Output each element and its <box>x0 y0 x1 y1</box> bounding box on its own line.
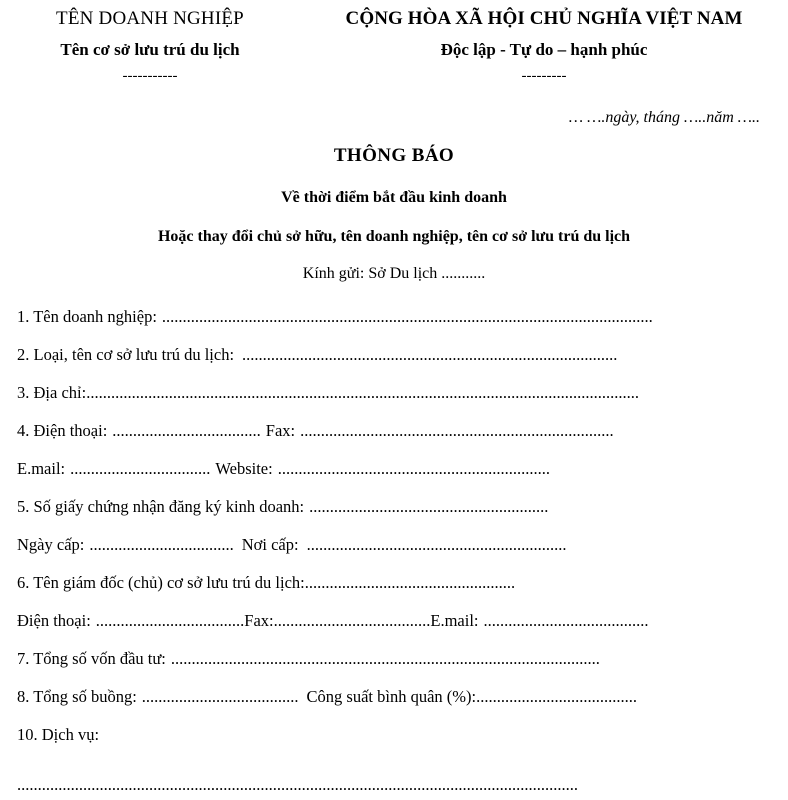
form-field-row <box>17 381 771 419</box>
field-input-dots-secondary[interactable]: ............................................................................ <box>300 421 614 440</box>
field-input-dots[interactable]: .................................... <box>112 421 261 440</box>
field-label-secondary: Website: <box>215 459 273 478</box>
field-label: 4. Điện thoại: <box>17 421 108 440</box>
form-field-row <box>17 647 771 685</box>
header-right-block <box>300 6 788 85</box>
field-label-secondary: Fax: <box>244 611 274 630</box>
field-input-dots[interactable]: ........................................................................................... <box>242 345 618 364</box>
field-label: 1. Tên doanh nghiệp: <box>17 307 157 326</box>
field-label: 7. Tổng số vốn đầu tư: <box>17 649 166 668</box>
field-label: 3. Địa chỉ: <box>17 383 87 402</box>
field-label: Điện thoại: <box>17 611 91 630</box>
field-input-dots-trailing[interactable]: ........................................................................................................................................ <box>17 775 578 794</box>
accommodation-establishment-name: Tên cơ sở lưu trú du lịch <box>60 40 240 59</box>
recipient-line: Kính gửi: Sở Du lịch ........... <box>302 265 486 282</box>
page-title: THÔNG BÁO <box>333 145 455 166</box>
document-header <box>0 6 788 85</box>
form-field-list <box>17 305 771 761</box>
header-left-divider: ----------- <box>122 68 178 84</box>
field-input-dots-secondary[interactable]: .................................................................. <box>277 459 550 478</box>
field-label-secondary: Fax: <box>265 421 296 440</box>
field-input-dots-secondary[interactable]: ....................................... <box>476 687 637 706</box>
organization-name: TÊN DOANH NGHIỆP <box>56 8 244 29</box>
field-input-dots[interactable]: .................................. <box>70 459 211 478</box>
field-input-dots[interactable]: ................................................... <box>304 573 516 592</box>
field-input-dots-secondary[interactable]: ............................................................... <box>306 535 567 554</box>
field-input-dots[interactable]: ...................................... <box>141 687 299 706</box>
form-field-row <box>17 571 771 609</box>
field-label-secondary: Công suất bình quân (%): <box>306 687 477 706</box>
field-input-dots[interactable]: .................................... <box>95 611 245 630</box>
field-label: Ngày cấp: <box>17 535 85 554</box>
field-input-dots[interactable]: ....................................................................................................................... <box>161 307 653 326</box>
form-field-row <box>17 609 771 647</box>
form-field-row <box>17 723 771 761</box>
field-input-dots[interactable]: .......................................................... <box>309 497 549 516</box>
field-input-dots[interactable]: ...................................................................................................................................... <box>86 383 639 402</box>
form-field-row <box>17 533 771 571</box>
field-label: 10. Dịch vụ: <box>17 725 100 744</box>
form-field-row <box>17 305 771 343</box>
national-motto: Độc lập - Tự do – hạnh phúc <box>440 40 648 59</box>
date-line: … ….ngày, tháng …..năm ….. <box>568 109 760 126</box>
form-field-row <box>17 419 771 457</box>
form-field-row <box>17 685 771 723</box>
national-title: CỘNG HÒA XÃ HỘI CHỦ NGHĨA VIỆT NAM <box>345 8 743 29</box>
field-label: 5. Số giấy chứng nhận đăng ký kinh doanh: <box>17 497 305 516</box>
field-label: E.mail: <box>17 459 66 478</box>
field-label: 6. Tên giám đốc (chủ) cơ sở lưu trú du lịch: <box>17 573 305 592</box>
form-field-row <box>17 457 771 495</box>
header-left-block <box>0 6 300 85</box>
field-label: 8. Tổng số buồng: <box>17 687 137 706</box>
field-input-dots[interactable]: ........................................................................................................ <box>170 649 600 668</box>
form-field-row <box>17 495 771 533</box>
field-label: 2. Loại, tên cơ sở lưu trú du lịch: <box>17 345 235 364</box>
form-field-row <box>17 343 771 381</box>
field-input-dots[interactable]: ................................... <box>89 535 234 554</box>
document-subtitle-secondary: Hoặc thay đổi chủ sở hữu, tên doanh nghiệp, tên cơ sở lưu trú du lịch <box>157 228 631 245</box>
document-subtitle-primary: Về thời điểm bắt đầu kinh doanh <box>281 189 507 206</box>
field-input-dots-secondary[interactable]: ...................................... <box>273 611 431 630</box>
field-label-secondary: Nơi cấp: <box>241 535 299 554</box>
field-input-dots-tertiary[interactable]: ........................................ <box>483 611 649 630</box>
field-label-tertiary: E.mail: <box>430 611 479 630</box>
header-right-divider: --------- <box>521 68 567 84</box>
